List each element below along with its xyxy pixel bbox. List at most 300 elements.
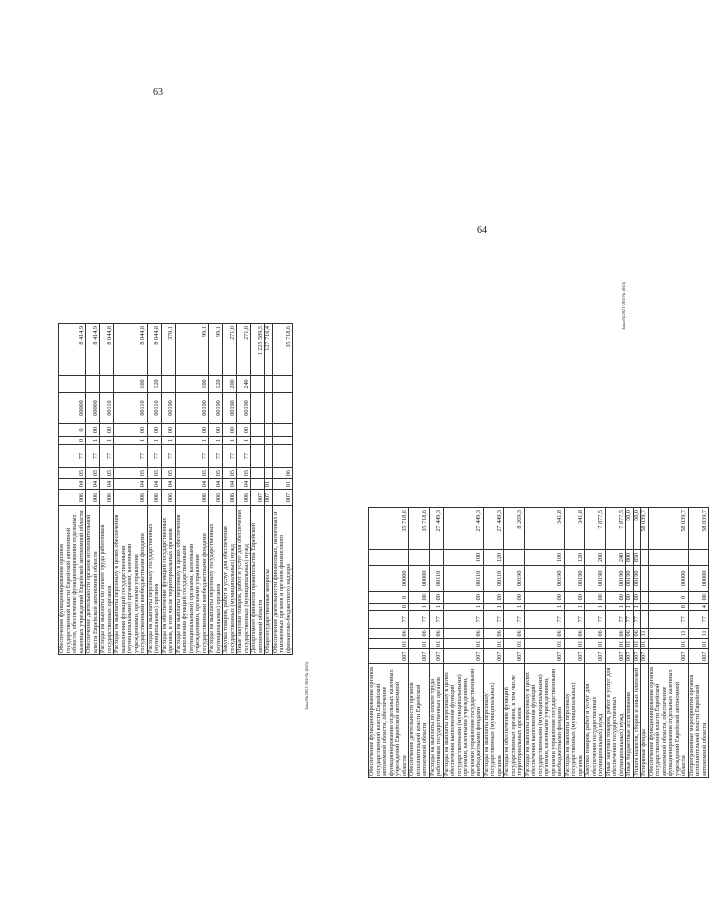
row-code-vr: 120 bbox=[209, 376, 223, 393]
row-code-sec: 04 bbox=[223, 479, 237, 490]
row-name: Обеспечение функционирования органов государственной власти Еврейской автономной области, обеспечение функционирования отдельных казенных учреждений Еврейской автономной области bbox=[369, 664, 409, 778]
row-code-p3: 00 bbox=[114, 424, 148, 437]
table-row bbox=[272, 324, 293, 655]
table-row bbox=[100, 324, 114, 655]
row-code-sec: 01 bbox=[504, 639, 525, 649]
row-code-p3: 00 bbox=[223, 424, 237, 437]
row-code-vr: 800 bbox=[626, 550, 634, 565]
row-code-sub: 06 bbox=[524, 628, 564, 638]
row-code-sub: 06 bbox=[483, 628, 504, 638]
row-code-p4: 00110 bbox=[147, 393, 161, 424]
row-code-p4 bbox=[272, 393, 293, 424]
row-amount: 58 039,7 bbox=[641, 508, 649, 550]
row-code-p3: 00 bbox=[429, 591, 443, 603]
row-code-sec: 01 bbox=[524, 639, 564, 649]
row-code-p3: 00 bbox=[443, 591, 483, 603]
row-code-p4: 00000 bbox=[86, 393, 100, 424]
row-name: Расходы на выплаты персоналу в целях обеспечения выполнения функций государственными (муниципальными) органами, казенными учреждениями, органами управления государственными внебюджетными фондами bbox=[443, 664, 483, 778]
row-code-p3: 00 bbox=[86, 424, 100, 437]
table-row bbox=[626, 508, 634, 778]
row-code-sub: 06 bbox=[504, 628, 525, 638]
row-amount: 271,0 bbox=[223, 324, 237, 376]
table-row bbox=[564, 508, 585, 778]
row-code-admin: 007 bbox=[504, 649, 525, 664]
row-code-p2: 1 bbox=[564, 603, 585, 610]
row-code-p2: 1 bbox=[633, 603, 641, 610]
row-code-p1: 77 bbox=[223, 445, 237, 468]
row-code-sec: 01 bbox=[626, 639, 634, 649]
row-code-p4 bbox=[251, 393, 265, 424]
row-code-sub bbox=[265, 468, 273, 479]
row-amount: 1 225 589,5 bbox=[251, 324, 265, 376]
table-row bbox=[175, 324, 209, 655]
row-name: Резервные фонды bbox=[641, 664, 649, 778]
row-code-sub: 11 bbox=[641, 628, 649, 638]
row-amount: 370,1 bbox=[161, 324, 175, 376]
row-code-sec: 01 bbox=[369, 639, 409, 649]
table-row bbox=[483, 508, 504, 778]
row-amount: 7 877,5 bbox=[585, 508, 606, 550]
row-code-p2: 1 bbox=[483, 603, 504, 610]
row-code-admin: 006 bbox=[237, 490, 251, 506]
row-code-p3: 00 bbox=[237, 424, 251, 437]
row-amount: 99,1 bbox=[209, 324, 223, 376]
row-code-admin: 007 bbox=[585, 649, 606, 664]
row-code-sec: 01 bbox=[564, 639, 585, 649]
row-code-sub: 05 bbox=[209, 468, 223, 479]
row-code-vr: 850 bbox=[633, 550, 641, 565]
row-name: Расходы на выплаты персоналу в целях обеспечения выполнения функций государственными (муниципальными) органами, казенными учреждениями, органами управления государственными внебюджетными фондами bbox=[524, 664, 564, 778]
row-code-p3: 0 bbox=[59, 424, 86, 437]
row-code-admin: 007 bbox=[483, 649, 504, 664]
row-code-admin: 006 bbox=[175, 490, 209, 506]
row-code-p4: 00000 bbox=[59, 393, 86, 424]
row-code-p4: 00190 bbox=[524, 565, 564, 591]
table-row bbox=[147, 324, 161, 655]
row-code-vr bbox=[265, 376, 273, 393]
page-number-right: 64 bbox=[477, 225, 487, 236]
row-code-sec: 01 bbox=[605, 639, 626, 649]
row-code-p2: 0 bbox=[369, 603, 409, 610]
row-code-p2: 1 bbox=[147, 437, 161, 445]
row-code-sub: 06 bbox=[585, 628, 606, 638]
row-code-sec: 04 bbox=[147, 479, 161, 490]
row-code-sec: 01 bbox=[688, 639, 709, 649]
row-code-p2: 1 bbox=[114, 437, 148, 445]
row-amount: 35 718,6 bbox=[369, 508, 409, 550]
row-code-p4: 00190 bbox=[504, 565, 525, 591]
row-code-p3: 0 bbox=[648, 591, 688, 603]
row-code-admin: 007 bbox=[429, 649, 443, 664]
row-code-p2: 0 bbox=[59, 437, 86, 445]
row-code-sec: 04 bbox=[100, 479, 114, 490]
row-code-sec: 01 bbox=[409, 639, 430, 649]
row-code-p2 bbox=[251, 437, 265, 445]
row-code-vr: 100 bbox=[443, 550, 483, 565]
row-name: Непрограммные мероприятия органов исполнительной власти Еврейской автономной области bbox=[688, 664, 709, 778]
row-code-admin: 006 bbox=[114, 490, 148, 506]
row-code-admin: 007 bbox=[251, 490, 265, 506]
table-row bbox=[86, 324, 100, 655]
row-name: Расходы на выплаты персоналу государственных (муниципальных) органов bbox=[483, 664, 504, 778]
table-row bbox=[223, 324, 237, 655]
row-amount: 8 414,9 bbox=[86, 324, 100, 376]
row-code-p4: 00190 bbox=[161, 393, 175, 424]
row-code-p4: 00110 bbox=[114, 393, 148, 424]
row-code-p1: 77 bbox=[161, 445, 175, 468]
row-amount: 341,8 bbox=[524, 508, 564, 550]
table-row bbox=[209, 324, 223, 655]
table-row bbox=[265, 324, 273, 655]
row-code-p4: 00110 bbox=[443, 565, 483, 591]
row-code-admin: 007 bbox=[524, 649, 564, 664]
row-code-p1 bbox=[265, 445, 273, 468]
table-row bbox=[688, 508, 709, 778]
row-code-p2: 1 bbox=[524, 603, 564, 610]
row-code-p2: 4 bbox=[688, 603, 709, 610]
row-code-p4: 00190 bbox=[223, 393, 237, 424]
row-code-vr bbox=[429, 550, 443, 565]
row-code-sub: 11 bbox=[648, 628, 688, 638]
row-code-admin: 007 bbox=[605, 649, 626, 664]
table-row bbox=[59, 324, 86, 655]
row-code-vr: 100 bbox=[114, 376, 148, 393]
row-code-vr bbox=[688, 550, 709, 565]
row-amount: 35 718,6 bbox=[409, 508, 430, 550]
row-amount: 58 039,7 bbox=[648, 508, 688, 550]
row-amount: 50,0 bbox=[626, 508, 634, 550]
row-code-sub: 05 bbox=[237, 468, 251, 479]
row-code-sub: 05 bbox=[100, 468, 114, 479]
row-code-vr bbox=[369, 550, 409, 565]
row-amount: 35 718,6 bbox=[272, 324, 293, 376]
row-code-p1: 77 bbox=[564, 610, 585, 628]
row-code-sub: 05 bbox=[161, 468, 175, 479]
row-code-sec: 01 bbox=[585, 639, 606, 649]
row-code-p1: 77 bbox=[175, 445, 209, 468]
row-code-sub bbox=[251, 468, 265, 479]
row-code-sub: 06 bbox=[443, 628, 483, 638]
row-name: Закупка товаров, работ и услуг для обеспечения государственных (муниципальных) нужд bbox=[585, 664, 606, 778]
table-row bbox=[369, 508, 409, 778]
row-code-vr bbox=[272, 376, 293, 393]
row-code-p3: 00 bbox=[585, 591, 606, 603]
row-code-sec: 04 bbox=[209, 479, 223, 490]
table-row bbox=[409, 508, 430, 778]
row-code-p3: 00 bbox=[161, 424, 175, 437]
table-row bbox=[605, 508, 626, 778]
row-code-p1: 77 bbox=[504, 610, 525, 628]
row-code-p1: 77 bbox=[688, 610, 709, 628]
row-code-p4: 00190 bbox=[209, 393, 223, 424]
row-code-p4: 00110 bbox=[483, 565, 504, 591]
row-code-sub: 11 bbox=[688, 628, 709, 638]
row-code-p2: 1 bbox=[237, 437, 251, 445]
row-name: Расходы на выплаты персоналу государственных (муниципальных) органов bbox=[564, 664, 585, 778]
row-code-p1: 77 bbox=[369, 610, 409, 628]
row-code-p4: 00000 bbox=[648, 565, 688, 591]
row-code-admin: 007 bbox=[633, 649, 641, 664]
row-amount: 8 044,8 bbox=[100, 324, 114, 376]
row-code-p3: 00 bbox=[605, 591, 626, 603]
row-code-sec: 01 bbox=[443, 639, 483, 649]
row-code-admin: 007 bbox=[369, 649, 409, 664]
row-code-p4: 00110 bbox=[429, 565, 443, 591]
row-code-admin: 006 bbox=[86, 490, 100, 506]
row-code-sec: 04 bbox=[59, 479, 86, 490]
row-code-p1: 77 bbox=[633, 610, 641, 628]
row-code-vr bbox=[409, 550, 430, 565]
row-code-p4: 00190 bbox=[605, 565, 626, 591]
row-code-admin: 006 bbox=[223, 490, 237, 506]
row-code-sec bbox=[251, 479, 265, 490]
row-amount: 8 044,8 bbox=[114, 324, 148, 376]
row-code-admin: 007 bbox=[265, 490, 273, 506]
table-row bbox=[504, 508, 525, 778]
row-name: Расходы на выплаты персоналу государственных (муниципальных) органов bbox=[147, 506, 161, 655]
row-code-p1: 77 bbox=[605, 610, 626, 628]
table-row bbox=[161, 324, 175, 655]
row-code-p3: 00 bbox=[175, 424, 209, 437]
table-row bbox=[585, 508, 606, 778]
table-row bbox=[443, 508, 483, 778]
row-amount: 8 044,8 bbox=[147, 324, 161, 376]
row-code-sub: 06 bbox=[605, 628, 626, 638]
row-code-vr bbox=[504, 550, 525, 565]
table-row bbox=[641, 508, 649, 778]
row-code-p4: 00190 bbox=[564, 565, 585, 591]
row-code-p1: 77 bbox=[524, 610, 564, 628]
budget-table bbox=[58, 323, 293, 655]
footer-left: Заказ№2021-204-№ (045) bbox=[304, 661, 309, 710]
row-code-p1: 77 bbox=[86, 445, 100, 468]
row-code-vr bbox=[648, 550, 688, 565]
row-code-p3: 00 bbox=[409, 591, 430, 603]
row-code-sub: 06 bbox=[369, 628, 409, 638]
row-code-sec: 04 bbox=[161, 479, 175, 490]
row-code-vr: 200 bbox=[223, 376, 237, 393]
row-code-admin: 007 bbox=[648, 649, 688, 664]
row-code-vr: 120 bbox=[147, 376, 161, 393]
row-name: Обеспечение функционирования органов государственной власти Еврейской автономной области, обеспечение функционирования отдельных казенных учреждений Еврейской автономной области bbox=[59, 506, 86, 655]
row-code-sec: 01 bbox=[633, 639, 641, 649]
row-code-sub: 06 bbox=[564, 628, 585, 638]
row-code-p2: 1 bbox=[100, 437, 114, 445]
row-name: Обеспечение деятельности органов исполнительной власти Еврейской автономной области bbox=[86, 506, 100, 655]
row-code-sub: 05 bbox=[59, 468, 86, 479]
budget-table bbox=[368, 507, 709, 778]
row-code-p1: 77 bbox=[429, 610, 443, 628]
table-row bbox=[648, 508, 688, 778]
row-code-admin: 006 bbox=[59, 490, 86, 506]
row-code-p4: 00190 bbox=[626, 565, 634, 591]
row-code-admin: 007 bbox=[564, 649, 585, 664]
row-amount: 127 716,4 bbox=[265, 324, 273, 376]
row-code-p3 bbox=[641, 591, 649, 603]
row-code-p3: 00 bbox=[483, 591, 504, 603]
row-code-p1: 77 bbox=[209, 445, 223, 468]
row-code-vr: 120 bbox=[483, 550, 504, 565]
table-row bbox=[524, 508, 564, 778]
row-name: Расходы на выплаты по оплате труда работников государственных органов bbox=[429, 664, 443, 778]
row-code-p4 bbox=[641, 565, 649, 591]
row-code-p3: 0 bbox=[369, 591, 409, 603]
row-code-p1: 77 bbox=[626, 610, 634, 628]
row-code-p2: 1 bbox=[585, 603, 606, 610]
row-amount: 341,8 bbox=[564, 508, 585, 550]
row-code-sub: 06 bbox=[272, 468, 293, 479]
row-code-admin: 006 bbox=[209, 490, 223, 506]
row-code-p1: 77 bbox=[59, 445, 86, 468]
row-code-sec: 04 bbox=[175, 479, 209, 490]
row-code-sec: 01 bbox=[272, 479, 293, 490]
row-code-p2: 1 bbox=[161, 437, 175, 445]
row-name: Расходы на обеспечение функций государственных органов, в том числе территориальных органов bbox=[161, 506, 175, 655]
row-code-p1: 77 bbox=[585, 610, 606, 628]
row-code-vr bbox=[59, 376, 86, 393]
row-code-sub: 05 bbox=[223, 468, 237, 479]
row-name: Обеспечение деятельности финансовых, налоговых и таможенных органов и органов финансового (финансово-бюджетного) надзора bbox=[272, 506, 293, 655]
row-amount: 8 414,9 bbox=[59, 324, 86, 376]
row-code-vr: 200 bbox=[585, 550, 606, 565]
row-code-sec: 01 bbox=[483, 639, 504, 649]
row-code-sec: 01 bbox=[265, 479, 273, 490]
page-number-left: 63 bbox=[153, 87, 163, 98]
row-code-p1: 77 bbox=[147, 445, 161, 468]
row-code-admin: 007 bbox=[688, 649, 709, 664]
row-amount: 27 449,3 bbox=[429, 508, 443, 550]
row-name: Обеспечение деятельности органов исполнительной власти Еврейской автономной области bbox=[409, 664, 430, 778]
row-code-p1: 77 bbox=[114, 445, 148, 468]
row-amount: 99,1 bbox=[175, 324, 209, 376]
table-row bbox=[429, 508, 443, 778]
row-code-vr: 100 bbox=[175, 376, 209, 393]
row-code-admin: 006 bbox=[100, 490, 114, 506]
row-name: Общегосударственные вопросы bbox=[265, 506, 273, 655]
row-code-sub: 05 bbox=[86, 468, 100, 479]
row-amount: 8 269,3 bbox=[504, 508, 525, 550]
row-code-p2 bbox=[641, 603, 649, 610]
row-code-p2: 1 bbox=[605, 603, 626, 610]
row-code-p1 bbox=[251, 445, 265, 468]
row-name: Иные закупки товаров, работ и услуг для обеспечения государственных (муниципальных) нужд bbox=[237, 506, 251, 655]
row-code-vr bbox=[161, 376, 175, 393]
row-code-p3: 00 bbox=[688, 591, 709, 603]
row-code-p3: 00 bbox=[209, 424, 223, 437]
row-code-p4: 00000 bbox=[409, 565, 430, 591]
row-code-p4: 00190 bbox=[633, 565, 641, 591]
row-amount: 7 877,5 bbox=[605, 508, 626, 550]
row-name: Обеспечение функционирования органов государственной власти Еврейской автономной области, обеспечение функционирования отдельных казенных учреждений Еврейской автономной области bbox=[648, 664, 688, 778]
row-code-p1: 77 bbox=[443, 610, 483, 628]
row-code-sub: 06 bbox=[626, 628, 634, 638]
row-code-p4: 00000 bbox=[369, 565, 409, 591]
row-name: Расходы на обеспечение функций государственных органов, в том числе территориальных органов bbox=[504, 664, 525, 778]
row-name: Иные бюджетные ассигнования bbox=[626, 664, 634, 778]
row-code-admin: 006 bbox=[161, 490, 175, 506]
row-code-p2: 1 bbox=[409, 603, 430, 610]
row-code-p2: 1 bbox=[429, 603, 443, 610]
row-code-p4: 00190 bbox=[237, 393, 251, 424]
row-code-p3: 00 bbox=[147, 424, 161, 437]
row-code-p2: 0 bbox=[648, 603, 688, 610]
row-code-p2: 1 bbox=[175, 437, 209, 445]
row-code-sec: 04 bbox=[114, 479, 148, 490]
row-code-sub: 06 bbox=[633, 628, 641, 638]
row-code-sub: 05 bbox=[114, 468, 148, 479]
row-code-vr: 240 bbox=[237, 376, 251, 393]
row-name: Департамент финансов правительства Еврейской автономной области bbox=[251, 506, 265, 655]
row-code-admin: 007 bbox=[443, 649, 483, 664]
budget-table-right bbox=[368, 507, 709, 778]
row-name: Расходы на выплаты персоналу в целях обеспечения выполнения функций государственными (муниципальными) органами, казенными учреждениями, органами управления государственными внебюджетными фондами bbox=[175, 506, 209, 655]
row-amount: 50,0 bbox=[633, 508, 641, 550]
row-code-p2: 1 bbox=[504, 603, 525, 610]
row-code-p4: 00190 bbox=[585, 565, 606, 591]
row-code-p1: 77 bbox=[483, 610, 504, 628]
row-code-p1: 77 bbox=[237, 445, 251, 468]
row-name: Расходы на выплаты персоналу в целях обеспечения выполнения функций государственными (муниципальными) органами, казенными учреждениями, органами управления государственными внебюджетными фондами bbox=[114, 506, 148, 655]
row-code-sub: 06 bbox=[409, 628, 430, 638]
budget-table-left bbox=[58, 323, 293, 655]
row-code-p2: 1 bbox=[86, 437, 100, 445]
row-code-sub: 05 bbox=[147, 468, 161, 479]
row-name: Уплата налогов, сборов и иных платежей bbox=[633, 664, 641, 778]
row-code-p2: 1 bbox=[443, 603, 483, 610]
row-name: Расходы на выплаты персоналу государственных (муниципальных) органов bbox=[209, 506, 223, 655]
row-code-vr: 100 bbox=[524, 550, 564, 565]
row-code-p3: 00 bbox=[626, 591, 634, 603]
row-code-p2: 1 bbox=[223, 437, 237, 445]
row-code-vr bbox=[251, 376, 265, 393]
row-code-p3: 00 bbox=[633, 591, 641, 603]
row-name: Расходы на выплаты по оплате труда работников государственных органов bbox=[100, 506, 114, 655]
row-amount: 27 449,3 bbox=[483, 508, 504, 550]
row-name: Иные закупки товаров, работ и услуг для обеспечения государственных (муниципальных) нужд bbox=[605, 664, 626, 778]
row-code-admin: 007 bbox=[626, 649, 634, 664]
row-code-admin: 007 bbox=[272, 490, 293, 506]
row-code-sec: 04 bbox=[237, 479, 251, 490]
row-code-p3 bbox=[265, 424, 273, 437]
row-code-sec: 01 bbox=[429, 639, 443, 649]
row-code-p4 bbox=[265, 393, 273, 424]
row-code-p4: 00190 bbox=[175, 393, 209, 424]
row-code-sec: 04 bbox=[86, 479, 100, 490]
row-code-sub: 06 bbox=[429, 628, 443, 638]
row-code-p3 bbox=[251, 424, 265, 437]
row-code-sec: 01 bbox=[648, 639, 688, 649]
row-amount: 271,0 bbox=[237, 324, 251, 376]
row-code-vr: 120 bbox=[564, 550, 585, 565]
row-code-p1: 77 bbox=[648, 610, 688, 628]
row-name: Закупка товаров, работ и услуг для обеспечения государственных (муниципальных) нужд bbox=[223, 506, 237, 655]
row-code-admin: 007 bbox=[641, 649, 649, 664]
row-amount: 58 039,7 bbox=[688, 508, 709, 550]
row-code-vr bbox=[100, 376, 114, 393]
row-code-p2 bbox=[265, 437, 273, 445]
row-code-sub: 05 bbox=[175, 468, 209, 479]
row-amount: 27 449,3 bbox=[443, 508, 483, 550]
row-code-p1 bbox=[641, 610, 649, 628]
row-code-p4: 00000 bbox=[688, 565, 709, 591]
row-code-vr: 240 bbox=[605, 550, 626, 565]
row-code-p3: 00 bbox=[100, 424, 114, 437]
row-code-admin: 006 bbox=[147, 490, 161, 506]
row-code-admin: 007 bbox=[409, 649, 430, 664]
footer-right: Заказ№2021-204-№ (045) bbox=[621, 281, 626, 330]
row-code-p2: 1 bbox=[209, 437, 223, 445]
row-code-p3 bbox=[272, 424, 293, 437]
